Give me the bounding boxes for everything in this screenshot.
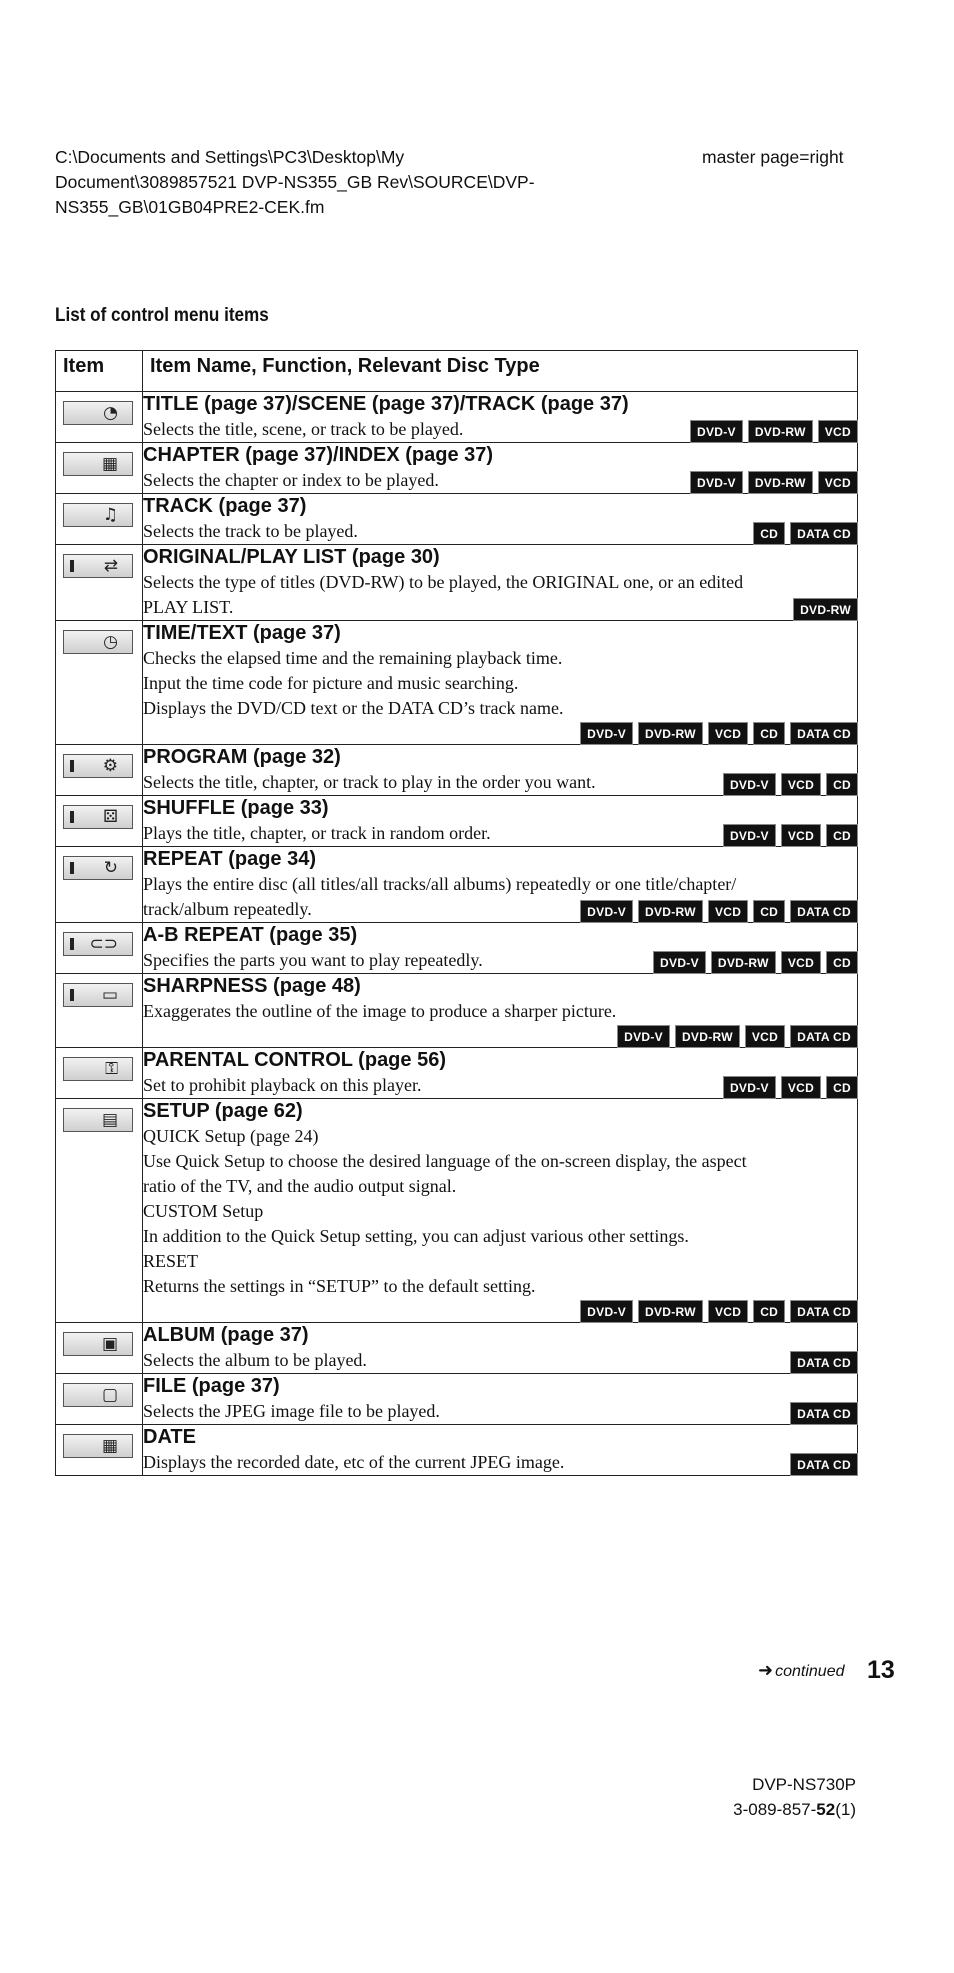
disc-type-badge: CD — [754, 1301, 784, 1322]
column-header-item: Item — [56, 351, 143, 392]
item-name: TRACK (page 37) — [143, 495, 307, 517]
table-row — [56, 974, 858, 1048]
item-description-line — [143, 468, 857, 493]
disc-type-badges — [754, 523, 857, 544]
repeat-icon: ↻ — [63, 856, 133, 880]
item-icon-cell — [56, 1048, 143, 1099]
item-name: PROGRAM (page 32) — [143, 746, 341, 768]
item-description-cell — [143, 923, 858, 974]
item-description-line — [143, 948, 857, 973]
disc-type-badge: DATA CD — [791, 723, 857, 744]
item-icon-cell — [56, 923, 143, 974]
disc-type-badges — [581, 901, 857, 922]
item-description-text: Displays the DVD/CD text or the DATA CD’s track name. — [143, 698, 564, 718]
model-name: DVP-NS730P — [752, 1775, 856, 1794]
item-icon-cell — [56, 796, 143, 847]
item-icon-cell — [56, 621, 143, 745]
title-icon: ◔ — [63, 401, 133, 425]
disc-type-badge: DVD-RW — [639, 1301, 702, 1322]
item-description-line — [143, 1174, 857, 1199]
disc-type-badge: DVD-V — [724, 774, 775, 795]
item-icon-cell — [56, 1099, 143, 1323]
item-description-text: Selects the track to be played. — [143, 521, 358, 541]
disc-type-badge: VCD — [709, 1301, 747, 1322]
disc-type-badge: DVD-V — [724, 1077, 775, 1098]
item-description-text: Exaggerates the outline of the image to produce a sharper picture. — [143, 1001, 617, 1021]
disc-type-badges — [691, 421, 857, 442]
item-icon-cell — [56, 1374, 143, 1425]
item-description-line — [143, 770, 857, 795]
item-icon-cell — [56, 545, 143, 621]
item-description-text: Specifies the parts you want to play repeatedly. — [143, 950, 483, 970]
item-description-line — [143, 1149, 857, 1174]
disc-type-badge: CD — [827, 774, 857, 795]
disc-type-badge: CD — [754, 523, 784, 544]
file-icon: ▢ — [63, 1383, 133, 1407]
document-code-bold: 52 — [816, 1800, 836, 1819]
document-code-prefix: 3-089-857- — [733, 1800, 817, 1819]
item-icon-cell — [56, 494, 143, 545]
continued-label: continued — [775, 1663, 845, 1680]
album-icon: ▣ — [63, 1332, 133, 1356]
item-description-line — [143, 1249, 857, 1274]
item-description-cell — [143, 745, 858, 796]
item-description-text: Plays the entire disc (all titles/all tracks/all albums) repeatedly or one title/chapter/ — [143, 874, 737, 894]
item-description-text: Selects the album to be played. — [143, 1350, 367, 1370]
disc-type-badge: DVD-V — [691, 472, 742, 493]
item-name: PARENTAL CONTROL (page 56) — [143, 1049, 446, 1071]
disc-type-badge: DVD-V — [618, 1026, 669, 1047]
document-code — [733, 1797, 856, 1822]
disc-type-badge: DVD-V — [691, 421, 742, 442]
item-description-line — [143, 1274, 857, 1299]
item-description-line — [143, 595, 857, 620]
item-description-text: Checks the elapsed time and the remaining playback time. — [143, 648, 563, 668]
item-description-line — [143, 1124, 857, 1149]
item-description-cell — [143, 1425, 858, 1476]
item-description-line — [143, 696, 857, 721]
date-icon: ▦ — [63, 1434, 133, 1458]
item-description-line — [143, 1399, 857, 1424]
item-description-text: Plays the title, chapter, or track in random order. — [143, 823, 491, 843]
item-description-line — [143, 1073, 857, 1098]
item-description-text: Selects the title, scene, or track to be played. — [143, 419, 464, 439]
item-name: FILE (page 37) — [143, 1375, 280, 1397]
item-description-cell — [143, 443, 858, 494]
item-description-cell — [143, 796, 858, 847]
item-description-line — [143, 821, 857, 846]
table-row — [56, 494, 858, 545]
disc-type-badges — [654, 952, 857, 973]
item-description-line — [143, 872, 857, 897]
disc-type-badge: DATA CD — [791, 1026, 857, 1047]
table-row — [56, 796, 858, 847]
control-menu-table — [55, 350, 858, 1476]
original-play-list-icon: ⇄ — [63, 554, 133, 578]
item-description-line — [143, 1224, 857, 1249]
item-icon-cell — [56, 745, 143, 796]
item-name: TIME/TEXT (page 37) — [143, 622, 341, 644]
item-description-text: In addition to the Quick Setup setting, you can adjust various other settings. — [143, 1226, 689, 1246]
disc-type-badge: DVD-RW — [794, 599, 857, 620]
disc-type-badge: VCD — [782, 825, 820, 846]
disc-type-badge: VCD — [819, 472, 857, 493]
disc-type-badges — [143, 723, 857, 744]
disc-type-badge: DVD-V — [724, 825, 775, 846]
item-name: SHARPNESS (page 48) — [143, 975, 361, 997]
disc-type-badge: DATA CD — [791, 1454, 857, 1475]
item-description-text: RESET — [143, 1251, 199, 1271]
item-description-text: Returns the settings in “SETUP” to the default setting. — [143, 1276, 536, 1296]
disc-type-badge: DVD-V — [654, 952, 705, 973]
shuffle-icon: ⚄ — [63, 805, 133, 829]
item-description-line — [143, 1450, 857, 1475]
item-description-cell — [143, 1099, 858, 1323]
disc-type-badge: VCD — [782, 774, 820, 795]
disc-type-badges — [724, 825, 857, 846]
table-row — [56, 1323, 858, 1374]
disc-type-badge: DATA CD — [791, 1301, 857, 1322]
item-description-cell — [143, 1323, 858, 1374]
item-description-cell — [143, 974, 858, 1048]
item-name: A-B REPEAT (page 35) — [143, 924, 358, 946]
item-icon-cell — [56, 392, 143, 443]
table-row — [56, 1048, 858, 1099]
item-description-cell — [143, 621, 858, 745]
item-description-line — [143, 671, 857, 696]
program-icon: ⚙ — [63, 754, 133, 778]
item-icon-cell — [56, 1425, 143, 1476]
disc-type-badge: CD — [827, 1077, 857, 1098]
arrow-right-icon: ➜ — [758, 1660, 774, 1680]
disc-type-badge: DVD-RW — [676, 1026, 739, 1047]
disc-type-badge: CD — [754, 901, 784, 922]
table-header-row — [56, 351, 858, 392]
item-description-line — [143, 570, 857, 595]
item-description-cell — [143, 847, 858, 923]
item-description-cell — [143, 545, 858, 621]
item-description-line — [143, 999, 857, 1024]
disc-type-badge: DVD-RW — [749, 472, 812, 493]
file-path-line: Document\3089857521 DVP-NS355_GB Rev\SOURCE\DVP- — [55, 172, 535, 192]
table-row — [56, 1374, 858, 1425]
item-description-text: Displays the recorded date, etc of the current JPEG image. — [143, 1452, 565, 1472]
disc-type-badge: VCD — [782, 952, 820, 973]
table-row — [56, 1425, 858, 1476]
table-row — [56, 1099, 858, 1323]
disc-type-badge: DATA CD — [791, 1403, 857, 1424]
item-description-text: QUICK Setup (page 24) — [143, 1126, 319, 1146]
item-description-cell — [143, 392, 858, 443]
item-description-cell — [143, 1374, 858, 1425]
disc-type-badges — [791, 1454, 857, 1475]
item-name: TITLE (page 37)/SCENE (page 37)/TRACK (page 37) — [143, 393, 629, 415]
track-icon: ♫ — [63, 503, 133, 527]
item-description-text: Selects the chapter or index to be played. — [143, 470, 439, 490]
item-name: ORIGINAL/PLAY LIST (page 30) — [143, 546, 440, 568]
item-description-line — [143, 519, 857, 544]
column-header-function: Item Name, Function, Relevant Disc Type — [143, 351, 858, 392]
disc-type-badges — [691, 472, 857, 493]
table-row — [56, 847, 858, 923]
disc-type-badge: CD — [754, 723, 784, 744]
item-description-line — [143, 897, 857, 922]
item-name: REPEAT (page 34) — [143, 848, 316, 870]
file-path-line: C:\Documents and Settings\PC3\Desktop\My — [55, 147, 405, 167]
item-description-text: PLAY LIST. — [143, 597, 234, 617]
item-icon-cell — [56, 974, 143, 1048]
disc-type-badge: VCD — [709, 901, 747, 922]
item-icon-cell — [56, 443, 143, 494]
parental-control-icon: ⚿ — [63, 1057, 133, 1081]
item-description-text: Selects the JPEG image file to be played. — [143, 1401, 440, 1421]
table-row — [56, 545, 858, 621]
item-description-text: Selects the title, chapter, or track to play in the order you want. — [143, 772, 596, 792]
item-description-text: ratio of the TV, and the audio output signal. — [143, 1176, 457, 1196]
disc-type-badge: CD — [827, 825, 857, 846]
setup-icon: ▤ — [63, 1108, 133, 1132]
disc-type-badge: CD — [827, 952, 857, 973]
master-page-label: master page=right — [702, 147, 844, 167]
table-row — [56, 392, 858, 443]
table-body — [56, 392, 858, 1476]
table-row — [56, 621, 858, 745]
a-b-repeat-icon: ⊂⊃ — [63, 932, 133, 956]
disc-type-badges — [794, 599, 857, 620]
disc-type-badge: VCD — [782, 1077, 820, 1098]
document-code-suffix: (1) — [835, 1800, 856, 1819]
item-description-cell — [143, 1048, 858, 1099]
continued-note — [758, 1660, 844, 1681]
disc-type-badge: DATA CD — [791, 901, 857, 922]
table-row — [56, 443, 858, 494]
table-row — [56, 923, 858, 974]
item-description-text: CUSTOM Setup — [143, 1201, 264, 1221]
model-info — [733, 1772, 856, 1822]
disc-type-badge: VCD — [746, 1026, 784, 1047]
section-title: List of control menu items — [55, 305, 269, 326]
item-description-line — [143, 1348, 857, 1373]
item-name: SETUP (page 62) — [143, 1100, 303, 1122]
item-description-text: Selects the type of titles (DVD-RW) to be played, the ORIGINAL one, or an edited — [143, 572, 744, 592]
disc-type-badge: DVD-RW — [639, 901, 702, 922]
item-name: DATE — [143, 1426, 196, 1448]
disc-type-badges — [791, 1403, 857, 1424]
page-number: 13 — [867, 1656, 895, 1684]
item-description-cell — [143, 494, 858, 545]
disc-type-badges — [143, 1026, 857, 1047]
item-icon-cell — [56, 847, 143, 923]
item-name: ALBUM (page 37) — [143, 1324, 309, 1346]
item-name: SHUFFLE (page 33) — [143, 797, 329, 819]
disc-type-badges — [724, 774, 857, 795]
table-row — [56, 745, 858, 796]
disc-type-badge: VCD — [819, 421, 857, 442]
sharpness-icon: ▭ — [63, 983, 133, 1007]
disc-type-badge: DVD-RW — [712, 952, 775, 973]
item-description-line — [143, 646, 857, 671]
disc-type-badge: DVD-V — [581, 1301, 632, 1322]
disc-type-badge: DVD-V — [581, 901, 632, 922]
time-text-icon: ◷ — [63, 630, 133, 654]
disc-type-badge: DVD-RW — [749, 421, 812, 442]
disc-type-badge: VCD — [709, 723, 747, 744]
item-description-text: Use Quick Setup to choose the desired language of the on-screen display, the aspect — [143, 1151, 747, 1171]
item-description-text: Set to prohibit playback on this player. — [143, 1075, 422, 1095]
item-description-text: track/album repeatedly. — [143, 899, 312, 919]
item-icon-cell — [56, 1323, 143, 1374]
chapter-icon: ▦ — [63, 452, 133, 476]
item-description-line — [143, 1199, 857, 1224]
item-name: CHAPTER (page 37)/INDEX (page 37) — [143, 444, 494, 466]
disc-type-badge: DVD-RW — [639, 723, 702, 744]
item-description-text: Input the time code for picture and music searching. — [143, 673, 519, 693]
file-path-header — [55, 145, 655, 220]
disc-type-badges — [791, 1352, 857, 1373]
file-path-line: NS355_GB\01GB04PRE2-CEK.fm — [55, 197, 325, 217]
disc-type-badges — [724, 1077, 857, 1098]
disc-type-badge: DVD-V — [581, 723, 632, 744]
disc-type-badge: DATA CD — [791, 523, 857, 544]
disc-type-badges — [143, 1301, 857, 1322]
disc-type-badge: DATA CD — [791, 1352, 857, 1373]
item-description-line — [143, 417, 857, 442]
